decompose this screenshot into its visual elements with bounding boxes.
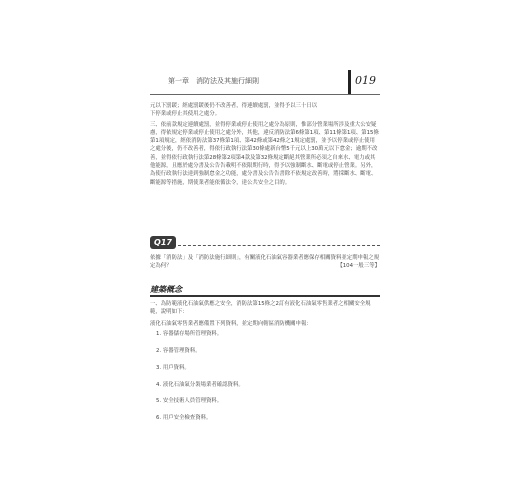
list-item: 1. 容器儲存場所管理資料。 xyxy=(156,330,223,337)
list-item: 2. 容器管理資料。 xyxy=(156,347,201,354)
answer-block xyxy=(150,300,380,431)
answer-intro: 一、為防範液化石油氣供應之安全，消防法第15條之2訂有液化石油氣零售業者之相關安全規範，說明如下： xyxy=(150,301,371,316)
list-item: 3. 用戶資料。 xyxy=(156,364,190,371)
question-rule xyxy=(178,245,380,246)
answer-list xyxy=(150,330,380,423)
question-header xyxy=(150,236,380,250)
page-number: 019 xyxy=(355,74,376,87)
question-text-block xyxy=(150,254,380,271)
list-item: 6. 用戶安全檢查資料。 xyxy=(156,415,212,422)
text-line: 下停業或停止其使用之處分。 xyxy=(150,111,221,118)
list-item: 4. 液化石油氣分裝場業者確認資料。 xyxy=(156,381,244,388)
answer-sub: 液化石油氣零售業者應備置下列資料，並定期向轄區消防機關申報： xyxy=(150,320,312,327)
concept-title: 建築概念 xyxy=(150,285,182,294)
page-header xyxy=(150,72,380,95)
concept-rule xyxy=(150,295,380,297)
exam-year: 【104一般三等】 xyxy=(337,263,380,270)
concept-header xyxy=(150,283,380,297)
list-item: 5. 安全技術人員管理資料。 xyxy=(156,398,223,405)
question-badge: Q17 xyxy=(150,236,176,249)
paragraph-three: 三、依前款規定連續處罰，並得停業或停止使用之處分為原則，惟部分營業場所涉及重大公安疑慮，得依規定停業或停止使用之處分外，其他，違反消防法第6條第1項、第11條第1項、第15條第1項規定，經依消防法第37條第1項、第42條或第42條之1規定處罰，並予以停業或停止使用之處分後，仍不改善者，得依行政執行法第30條處新台幣5千元以上30萬元以下怠金；逾期不改善，並得依行政執行法第28條第2項第4款及第32條規定斷絕其營業所必須之自來水、電力或其他能源，且應於處分書及公告告載明不依限期行時，得予以強制斷水、斷電或停止營業。另外，為使行政執行法達到強制怠金之功能，處分書及公告告書除不依規定改善時，將採斷水、斷電、斷能源等措施，期使業者能依循法令，達公共安全之目的。 xyxy=(150,121,379,186)
top-section xyxy=(150,102,380,187)
question-text: 依據「消防法」及「消防法施行細則」，有關液化石油氣容器業者應保存相關資料並定期申報之規定為何？ xyxy=(150,255,380,270)
text-line: 元以下罰鍰；經處罰鍰後仍不改善者，得連續處罰，並得予以三十日以 xyxy=(150,103,318,109)
header-separator xyxy=(348,70,351,94)
chapter-title: 第一章 消防法及其施行細則 xyxy=(168,77,259,85)
